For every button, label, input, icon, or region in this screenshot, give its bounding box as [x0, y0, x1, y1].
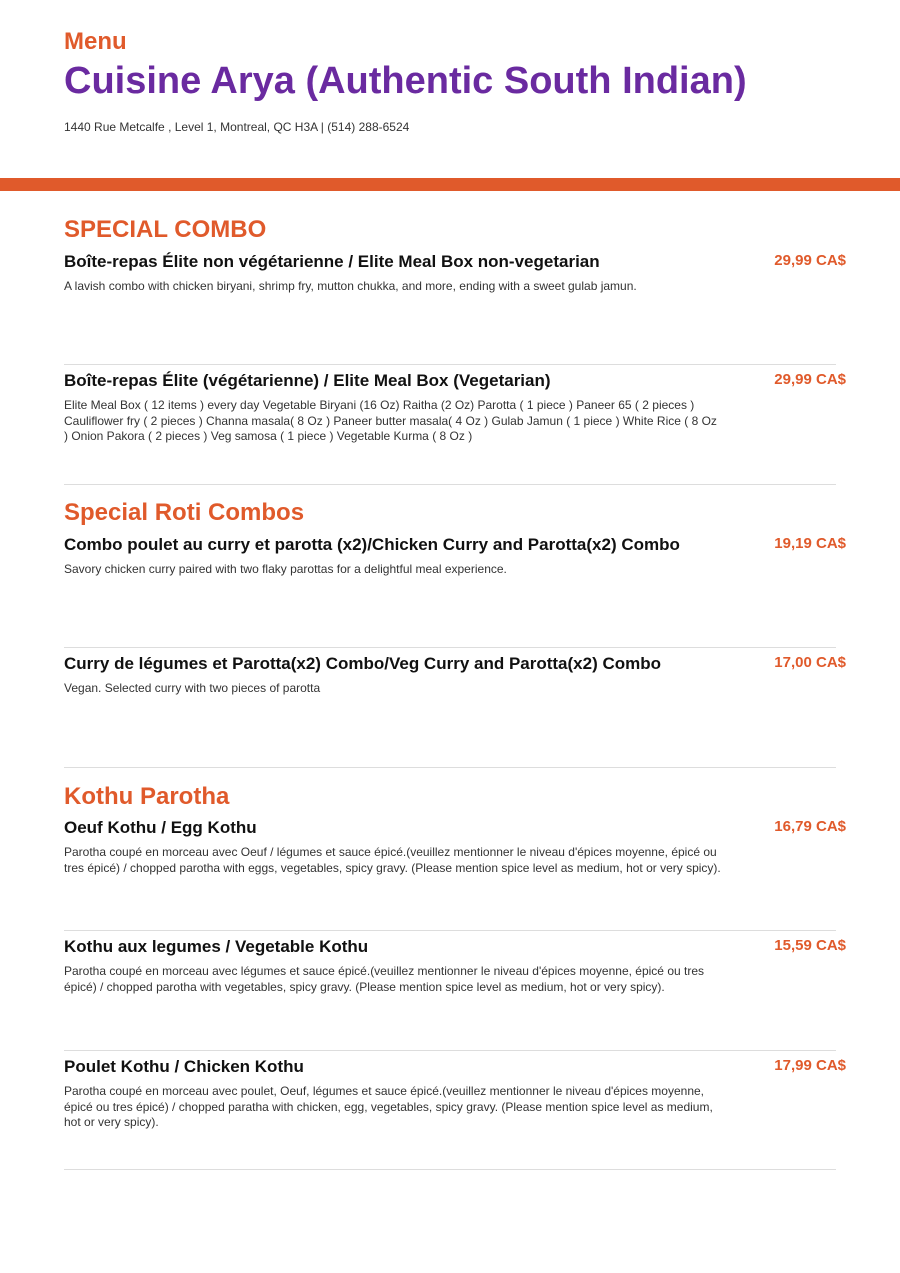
menu-item[interactable]: [64, 534, 846, 578]
menu-item[interactable]: [64, 251, 846, 295]
item-description: Savory chicken curry paired with two flaky parottas for a delightful meal experience.: [64, 562, 507, 576]
item-price: 19,19 CA$: [774, 535, 846, 552]
item-price: 29,99 CA$: [774, 252, 846, 269]
item-price: 15,59 CA$: [774, 937, 846, 954]
item-description: Parotha coupé en morceau avec poulet, Oeuf, légumes et sauce épicé.(veuillez mentionner le niveau d'épices moyenne, épicé ou tres épicé) / chopped paratha with chicken, egg, vegetables, spicy gravy. (Please mention spice level as medium, hot or very spicy).: [64, 1084, 713, 1129]
item-divider: [64, 1050, 836, 1051]
item-price: 29,99 CA$: [774, 371, 846, 388]
restaurant-address: 1440 Rue Metcalfe , Level 1, Montreal, QC H3A | (514) 288-6524: [64, 120, 410, 134]
section-title-special-combo: SPECIAL COMBO: [64, 216, 267, 243]
item-name: Kothu aux legumes / Vegetable Kothu: [64, 937, 369, 956]
item-name: Combo poulet au curry et parotta (x2)/Chicken Curry and Parotta(x2) Combo: [64, 535, 680, 554]
item-divider: [64, 484, 836, 485]
menu-item[interactable]: [64, 1056, 846, 1131]
menu-item[interactable]: [64, 817, 846, 876]
menu-item[interactable]: [64, 936, 846, 995]
item-name: Poulet Kothu / Chicken Kothu: [64, 1057, 304, 1076]
menu-item[interactable]: [64, 653, 846, 697]
item-name: Boîte-repas Élite (végétarienne) / Elite Meal Box (Vegetarian): [64, 371, 551, 390]
item-divider: [64, 647, 836, 648]
item-name: Boîte-repas Élite non végétarienne / Elite Meal Box non-vegetarian: [64, 252, 600, 271]
header-divider-bar: [0, 178, 900, 191]
menu-header: [64, 28, 864, 134]
item-divider: [64, 767, 836, 768]
item-name: Oeuf Kothu / Egg Kothu: [64, 818, 257, 837]
item-price: 16,79 CA$: [774, 818, 846, 835]
item-price: 17,99 CA$: [774, 1057, 846, 1074]
item-description: Parotha coupé en morceau avec Oeuf / légumes et sauce épicé.(veuillez mentionner le niveau d'épices moyenne, épicé ou tres épicé) / chopped parotha with eggs, vegetables, spicy gravy. (Please mention spice level as medium, hot or very spicy).: [64, 845, 721, 875]
section-title-kothu-parotha: Kothu Parotha: [64, 783, 230, 810]
item-description: Vegan. Selected curry with two pieces of parotta: [64, 681, 321, 695]
menu-label: Menu: [64, 28, 127, 55]
item-description: Elite Meal Box ( 12 items ) every day Vegetable Biryani (16 Oz) Raitha (2 Oz) Parotta ( 1 piece ) Paneer 65 ( 2 pieces ) Cauliflower fry ( 2 pieces ) Channa masala( 8 Oz ) Paneer butter masala( 4 Oz ) Gulab Jamun ( 1 piece ) White Rice ( 8 Oz ) Onion Pakora ( 2 pieces ) Veg samosa ( 1 piece ) Vegetable Kurma ( 8 Oz ): [64, 398, 717, 443]
restaurant-name: Cuisine Arya (Authentic South Indian): [64, 60, 747, 102]
item-name: Curry de légumes et Parotta(x2) Combo/Veg Curry and Parotta(x2) Combo: [64, 654, 662, 673]
item-divider: [64, 1169, 836, 1170]
section-title-special-roti-combos: Special Roti Combos: [64, 499, 305, 526]
menu-item[interactable]: [64, 370, 846, 445]
item-description: A lavish combo with chicken biryani, shrimp fry, mutton chukka, and more, ending with a sweet gulab jamun.: [64, 279, 637, 293]
item-description: Parotha coupé en morceau avec légumes et sauce épicé.(veuillez mentionner le niveau d'épices moyenne, épicé ou tres épicé) / chopped parotha with vegetables, spicy gravy. (Please mention spice level as medium, hot or very spicy).: [64, 964, 705, 994]
item-divider: [64, 364, 836, 365]
item-price: 17,00 CA$: [774, 654, 846, 671]
item-divider: [64, 930, 836, 931]
